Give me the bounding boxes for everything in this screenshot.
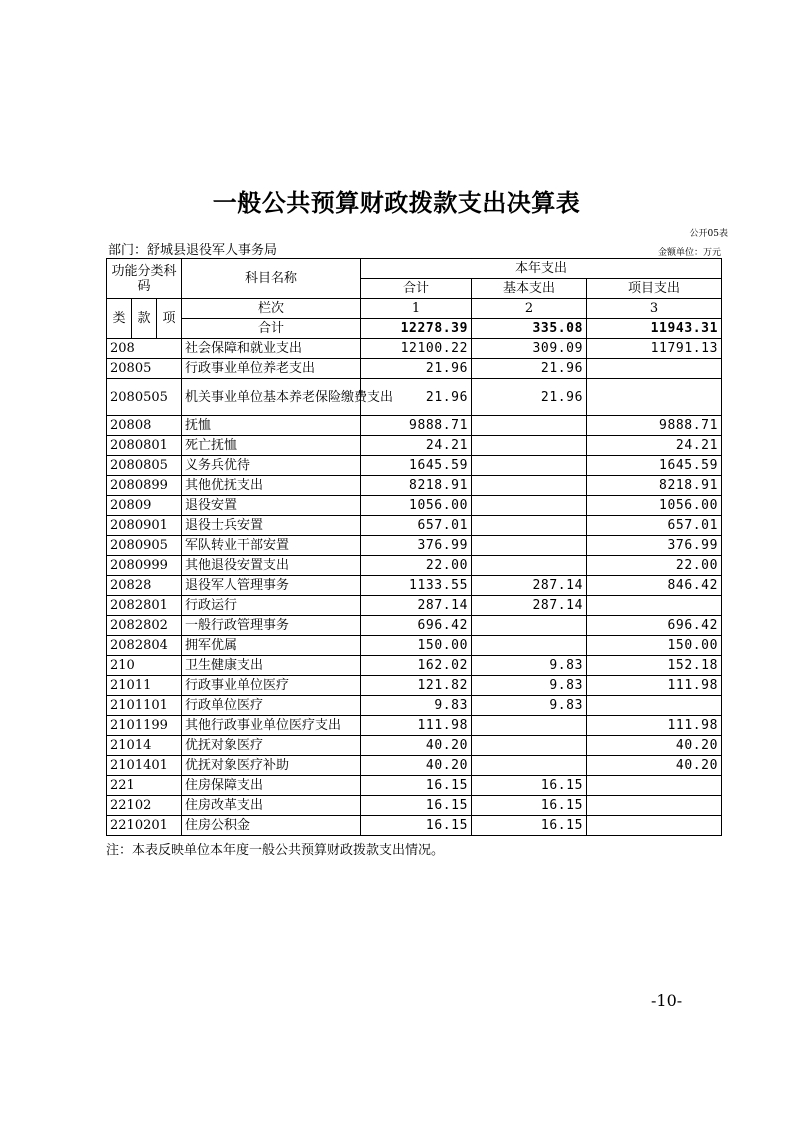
row-code: 2101101 <box>107 696 182 716</box>
header-current-year: 本年支出 <box>361 259 722 279</box>
row-code: 2080905 <box>107 536 182 556</box>
table-row <box>107 636 722 656</box>
row-total: 287.14 <box>361 596 472 616</box>
row-code: 21011 <box>107 676 182 696</box>
row-project: 111.98 <box>587 716 722 736</box>
row-project: 40.20 <box>587 736 722 756</box>
row-project <box>587 796 722 816</box>
row-code: 2080901 <box>107 516 182 536</box>
row-code: 22102 <box>107 796 182 816</box>
row-total: 22.00 <box>361 556 472 576</box>
table-row <box>107 696 722 716</box>
row-total: 111.98 <box>361 716 472 736</box>
row-basic <box>472 736 587 756</box>
row-name: 行政事业单位养老支出 <box>182 359 361 379</box>
row-project <box>587 776 722 796</box>
header-func-code: 功能分类科码 <box>107 259 182 299</box>
header-row-3 <box>107 299 722 319</box>
row-total: 9.83 <box>361 696 472 716</box>
table-row <box>107 796 722 816</box>
row-total: 24.21 <box>361 436 472 456</box>
row-name: 优抚对象医疗 <box>182 736 361 756</box>
row-name: 抚恤 <box>182 416 361 436</box>
table-row <box>107 339 722 359</box>
row-name: 行政运行 <box>182 596 361 616</box>
row-code: 21014 <box>107 736 182 756</box>
table-row <box>107 676 722 696</box>
row-total: 40.20 <box>361 756 472 776</box>
row-project <box>587 596 722 616</box>
row-basic: 9.83 <box>472 696 587 716</box>
row-basic <box>472 436 587 456</box>
row-basic <box>472 516 587 536</box>
table-row <box>107 756 722 776</box>
row-total: 16.15 <box>361 776 472 796</box>
row-name: 行政单位医疗 <box>182 696 361 716</box>
row-total: 1133.55 <box>361 576 472 596</box>
row-basic: 16.15 <box>472 816 587 836</box>
table-row <box>107 416 722 436</box>
row-name: 社会保障和就业支出 <box>182 339 361 359</box>
header-basic: 基本支出 <box>472 279 587 299</box>
row-total: 16.15 <box>361 796 472 816</box>
table-row <box>107 379 722 416</box>
table-row <box>107 456 722 476</box>
row-name: 一般行政管理事务 <box>182 616 361 636</box>
table-row <box>107 656 722 676</box>
header-col3: 3 <box>587 299 722 319</box>
row-total: 21.96 <box>361 379 472 416</box>
row-total: 40.20 <box>361 736 472 756</box>
row-project <box>587 379 722 416</box>
row-project: 8218.91 <box>587 476 722 496</box>
row-project <box>587 696 722 716</box>
table-row <box>107 476 722 496</box>
row-project: 9888.71 <box>587 416 722 436</box>
row-code: 2082804 <box>107 636 182 656</box>
row-project: 11791.13 <box>587 339 722 359</box>
row-basic: 287.14 <box>472 596 587 616</box>
total-amount: 12278.39 <box>361 319 472 339</box>
row-code: 20809 <box>107 496 182 516</box>
table-row <box>107 616 722 636</box>
total-label: 合计 <box>182 319 361 339</box>
table-row <box>107 716 722 736</box>
header-row-1 <box>107 259 722 279</box>
row-total: 1645.59 <box>361 456 472 476</box>
table-row <box>107 436 722 456</box>
row-total: 21.96 <box>361 359 472 379</box>
row-code: 20828 <box>107 576 182 596</box>
row-project: 376.99 <box>587 536 722 556</box>
header-col1: 1 <box>361 299 472 319</box>
table-row <box>107 816 722 836</box>
table-row <box>107 359 722 379</box>
row-project: 846.42 <box>587 576 722 596</box>
header-project: 项目支出 <box>587 279 722 299</box>
table-number: 公开05表 <box>689 229 728 239</box>
row-code: 2210201 <box>107 816 182 836</box>
row-project: 22.00 <box>587 556 722 576</box>
row-name: 住房改革支出 <box>182 796 361 816</box>
unit-label: 金额单位：万元 <box>657 248 721 258</box>
row-name: 住房保障支出 <box>182 776 361 796</box>
page-number: -10- <box>651 991 683 1010</box>
header-subject-name: 科目名称 <box>182 259 361 299</box>
row-code: 2101401 <box>107 756 182 776</box>
row-code: 2080505 <box>107 379 182 416</box>
row-name: 死亡抚恤 <box>182 436 361 456</box>
row-project <box>587 816 722 836</box>
row-project: 1056.00 <box>587 496 722 516</box>
department-label: 部门：舒城县退役军人事务局 <box>108 243 278 258</box>
row-total: 696.42 <box>361 616 472 636</box>
row-project: 657.01 <box>587 516 722 536</box>
table-row <box>107 776 722 796</box>
row-name: 其他优抚支出 <box>182 476 361 496</box>
header-kuan: 款 <box>132 299 157 339</box>
row-project: 1645.59 <box>587 456 722 476</box>
row-code: 20805 <box>107 359 182 379</box>
total-row <box>107 319 722 339</box>
row-basic: 9.83 <box>472 676 587 696</box>
row-name: 行政事业单位医疗 <box>182 676 361 696</box>
row-basic <box>472 556 587 576</box>
header-lei: 类 <box>107 299 132 339</box>
row-name: 义务兵优待 <box>182 456 361 476</box>
total-basic: 335.08 <box>472 319 587 339</box>
row-basic: 287.14 <box>472 576 587 596</box>
row-basic: 309.09 <box>472 339 587 359</box>
table-row <box>107 556 722 576</box>
row-name: 机关事业单位基本养老保险缴费支出 <box>182 379 361 416</box>
row-name: 卫生健康支出 <box>182 656 361 676</box>
row-project: 24.21 <box>587 436 722 456</box>
table-row <box>107 536 722 556</box>
header-col2: 2 <box>472 299 587 319</box>
row-total: 8218.91 <box>361 476 472 496</box>
row-code: 2080899 <box>107 476 182 496</box>
row-project: 152.18 <box>587 656 722 676</box>
row-total: 376.99 <box>361 536 472 556</box>
row-code: 2080805 <box>107 456 182 476</box>
row-total: 162.02 <box>361 656 472 676</box>
document-title: 一般公共预算财政拨款支出决算表 <box>212 189 581 217</box>
row-name: 退役安置 <box>182 496 361 516</box>
row-basic: 21.96 <box>472 359 587 379</box>
row-project: 40.20 <box>587 756 722 776</box>
table-row <box>107 496 722 516</box>
total-project: 11943.31 <box>587 319 722 339</box>
table-row <box>107 516 722 536</box>
row-basic <box>472 496 587 516</box>
header-total: 合计 <box>361 279 472 299</box>
row-basic: 9.83 <box>472 656 587 676</box>
row-code: 2082802 <box>107 616 182 636</box>
row-name: 住房公积金 <box>182 816 361 836</box>
row-total: 16.15 <box>361 816 472 836</box>
row-total: 1056.00 <box>361 496 472 516</box>
header-lanci: 栏次 <box>182 299 361 319</box>
row-basic <box>472 536 587 556</box>
row-basic <box>472 756 587 776</box>
header-xiang: 项 <box>157 299 182 339</box>
row-project <box>587 359 722 379</box>
table-row <box>107 596 722 616</box>
row-name: 拥军优属 <box>182 636 361 656</box>
footnote: 注：本表反映单位本年度一般公共预算财政拨款支出情况。 <box>106 843 445 858</box>
row-code: 20808 <box>107 416 182 436</box>
row-name: 其他退役安置支出 <box>182 556 361 576</box>
row-code: 2080801 <box>107 436 182 456</box>
row-name: 军队转业干部安置 <box>182 536 361 556</box>
row-total: 150.00 <box>361 636 472 656</box>
row-total: 121.82 <box>361 676 472 696</box>
table-row <box>107 736 722 756</box>
row-name: 优抚对象医疗补助 <box>182 756 361 776</box>
row-code: 2101199 <box>107 716 182 736</box>
row-basic <box>472 456 587 476</box>
row-name: 其他行政事业单位医疗支出 <box>182 716 361 736</box>
row-basic <box>472 716 587 736</box>
row-basic: 21.96 <box>472 379 587 416</box>
row-basic <box>472 416 587 436</box>
row-project: 111.98 <box>587 676 722 696</box>
table-row <box>107 576 722 596</box>
row-name: 退役士兵安置 <box>182 516 361 536</box>
row-basic: 16.15 <box>472 776 587 796</box>
row-code: 208 <box>107 339 182 359</box>
row-basic: 16.15 <box>472 796 587 816</box>
row-basic <box>472 476 587 496</box>
row-code: 2082801 <box>107 596 182 616</box>
row-project: 150.00 <box>587 636 722 656</box>
row-total: 657.01 <box>361 516 472 536</box>
row-basic <box>472 616 587 636</box>
row-code: 2080999 <box>107 556 182 576</box>
row-total: 12100.22 <box>361 339 472 359</box>
expenditure-table <box>106 258 722 836</box>
row-project: 696.42 <box>587 616 722 636</box>
row-basic <box>472 636 587 656</box>
row-total: 9888.71 <box>361 416 472 436</box>
row-name: 退役军人管理事务 <box>182 576 361 596</box>
row-code: 221 <box>107 776 182 796</box>
row-code: 210 <box>107 656 182 676</box>
